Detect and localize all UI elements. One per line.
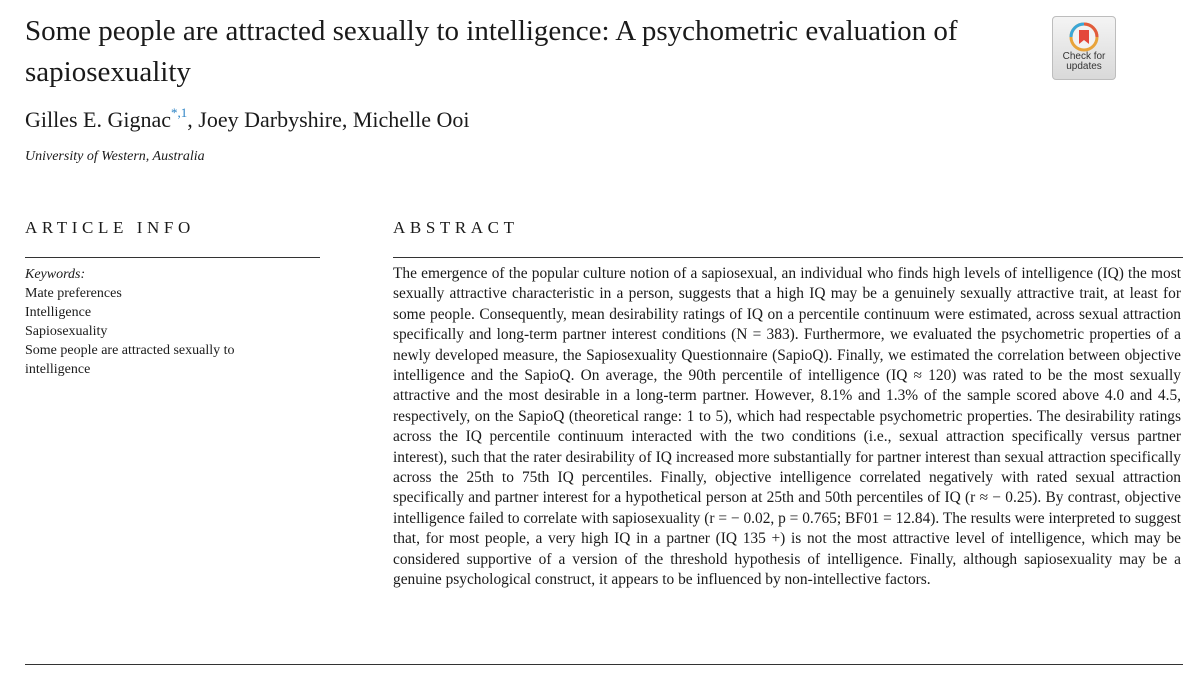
check-for-updates-badge[interactable] [1052,16,1116,80]
author-list [25,106,470,134]
author-markers[interactable]: *,1 [171,105,188,120]
author-first[interactable]: Gilles E. Gignac [25,107,172,132]
keyword-item: Sapiosexuality [25,324,108,339]
abstract-body [393,264,1181,591]
article-title: Some people are attracted sexually to intelligence: A psychometric evaluation of sapiosexuality [25,15,958,88]
affiliation: University of Western, Australia [25,149,205,164]
author-rest: , Joey Darbyshire, Michelle Ooi [187,107,470,132]
article-info-divider [25,257,320,258]
keyword-item: Some people are attracted sexually to intelligence [25,343,235,377]
badge-label: Check for updates [1062,51,1106,72]
article-info-heading: ARTICLE INFO [25,218,195,237]
bookmark-check-icon [1069,22,1099,52]
abstract-text: The emergence of the popular culture notion of a sapiosexual, an individual who finds high levels of intelligence (IQ) the most sexually attractive characteristic in a person, suggests that a high IQ may be a genuinely sexually attractive trait, at least for some people. Consequently, mean desirability ratings of IQ on a percentile continuum were estimated, across sexual attraction specifically and long-term partner interest conditions (N = 383). Furthermore, we evaluated the psychometric properties of a newly developed measure, the Sapiosexuality Questionnaire (SapioQ). Finally, we estimated the correlation between objective intelligence and the SapioQ. On average, the 90th percentile of intelligence (IQ ≈ 120) was rated to be the most sexually attractive and the most desirable in a long-term partner. However, 8.1% and 1.3% of the sample scored above 4.0 and 4.5, respectively, on the SapioQ (theoretical range: 1 to 5), which had respectable psychometric properties. The desirability ratings across the IQ percentile continuum interacted with the two conditions (i.e., sexual attraction specifically versus partner interest), such that the rater desirability of IQ increased more substantially for partner interest than sexual attraction specifically across the 25th to 75th IQ percentiles. Finally, objective intelligence correlated negatively with rated sexual attraction specifically and partner interest for a hypothetical person at 25th and 50th percentiles of IQ (r ≈ − 0.25). By contrast, objective intelligence failed to correlate with sapiosexuality (r = − 0.02, p = 0.765; BF01 = 12.84). The results were interpreted to suggest that, for most people, a very high IQ in a partner (IQ 135 +) is not the most attractive level of intelligence, which may be considered supportive of a version of the threshold hypothesis of intelligence. Finally, although sapiosexuality may be a genuine psychological construct, it appears to be influenced by non-intellective factors. [393,265,1181,589]
bottom-divider [25,664,1183,665]
keyword-item: Intelligence [25,305,92,320]
keyword-item: Mate preferences [25,286,122,301]
keywords-label: Keywords: [25,267,86,282]
keywords-list [25,284,295,379]
abstract-heading: ABSTRACT [393,218,519,237]
abstract-divider [393,257,1183,258]
